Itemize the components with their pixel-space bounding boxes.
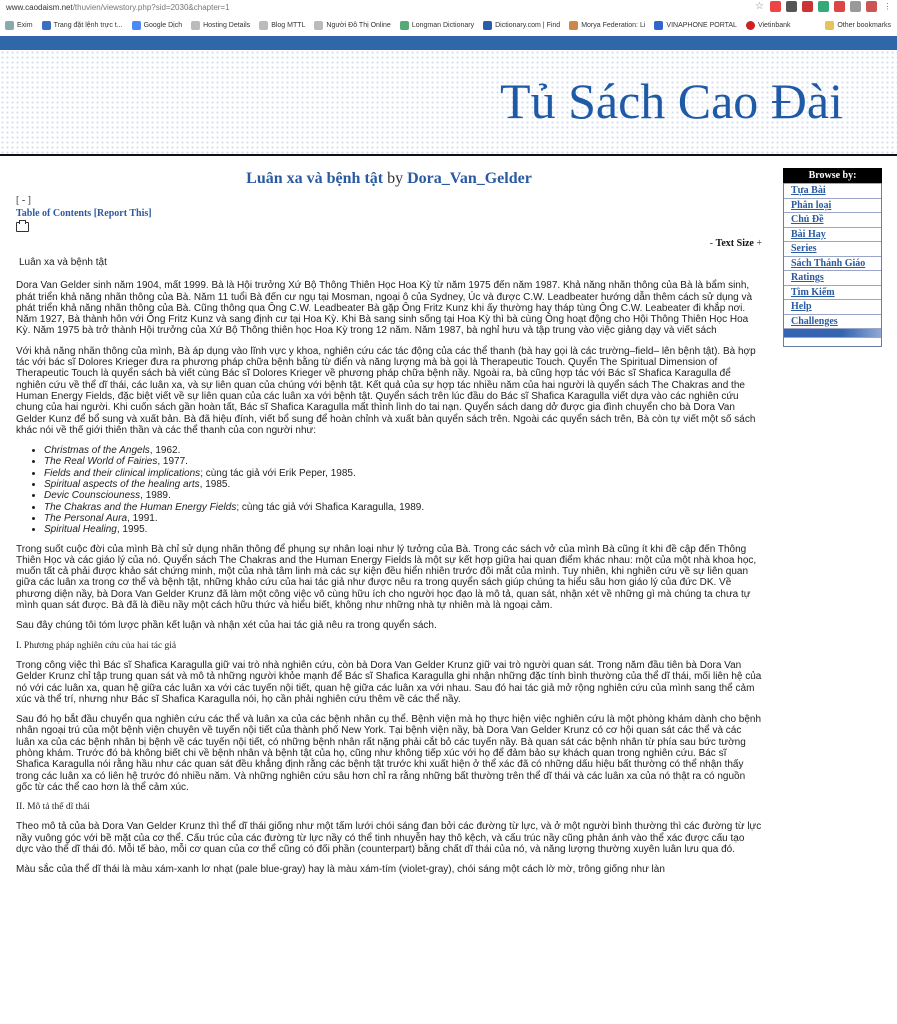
folder-icon [825,21,834,30]
sidebar-item-series[interactable]: Series [784,241,881,256]
content-heading: Luân xa và bệnh tật [19,257,107,268]
report-link[interactable]: [Report This] [93,208,152,219]
browse-menu [783,183,882,347]
sidebar-footer-bar [784,328,881,337]
url-text[interactable]: www.caodaism.net/thuvien/viewstory.php?sid=2030&chapter=1 [6,3,230,12]
bookmark-item[interactable]: Blog MTTL [259,21,305,30]
story-title-link[interactable]: Luân xa và bệnh tật [246,170,384,187]
sidebar-item-sach-thanh-giao[interactable]: Sách Thánh Giáo [784,256,881,271]
story-body [16,257,762,876]
sidebar-item-phan-loai[interactable]: Phân loại [784,198,881,213]
extension-icon[interactable] [770,1,781,12]
bookmark-icon [400,21,409,30]
list-item: • The Chakras and the Human Energy Fields; cùng tác giả với Shafica Karagulla, 1989. [44,502,762,513]
bookmark-icon [314,21,323,30]
story-links [16,194,762,236]
sidebar-item-bai-hay[interactable]: Bài Hay [784,227,881,242]
extension-icon[interactable] [834,1,845,12]
browse-header: Browse by: [783,168,882,183]
sidebar-item-tua-bai[interactable]: Tựa Bài [784,183,881,198]
bookmark-item[interactable]: Vietinbank [746,21,791,30]
bookmark-icon [654,21,663,30]
by-label: by [387,170,404,187]
site-banner [0,50,897,156]
collapse-toggle[interactable]: [ - ] [16,195,31,206]
bookmark-item[interactable]: Người Đô Thị Online [314,21,390,30]
menu-icon[interactable]: ⋮ [883,2,892,11]
text-size-control [16,238,762,249]
paragraph: Theo mô tả của bà Dora Van Gelder Krunz thì thể dĩ thái giống như một tấm lưới chói sáng đan bởi các đường từ lực, và ở một người bình thường thì các đường từ lực nầy vuông góc với bề mặt của cơ thể. Cấu trúc của các đường từ lực nầy có thể tinh nhuyễn hay thô kệch, và cấu trúc nầy cũng phản ánh vào thể xác được cấu tạo dực vào thể dĩ thái đó. Mỗi tế bào, mỗi cơ quan của cơ thể cũng có đối phần (counterpart) bằng chất dĩ thái của nó, và năng lượng thường xuyên luân lưu qua đó. [16,821,762,856]
bookmark-item[interactable]: Morya Federation: Li [569,21,645,30]
bookmark-item[interactable]: Dictionary.com | Find [483,21,560,30]
paragraph: Dora Van Gelder sinh năm 1904, mất 1999. Bà là Hội trưởng Xứ Bộ Thông Thiên Học Hoa Kỳ từ năm 1975 đến năm 1987. Khả năng nhãn thông của Bà là bẩm sinh, phát triển khả năng nhãn thông của Bà. Năm 11 tuổi Bà đến cư ngụ tại Mosman, ngoại ô của Sydney, Úc và được C.W. Leadbeater hướng dẫn thêm cách sử dụng và phát triển khả năng nhãn thông của Bà. Cũng thông qua Ông C.W. Leadbeater Bà gặp Ông Fritz Kunz khi ấy thường hay tháp tùng Ông C.W. Leabeater đi khắp nơi. Năm 1927, Bà thành hôn với Ông Fritz Kunz và sang định cư tại Hoa Kỳ. Khi Bà sang sinh sống tại Hoa Kỳ thì bà cùng Ông hoạt động cho Hội Thông Thiên Học Hoa Kỳ. Năm 1975 bà trở thành Hội trưởng của Xứ Bộ Thông thiên học Hoa Kỳ trong 12 năm. Năm 1987, bà nghỉ hưu và tập trung vào việc giảng dạy và viết sách [16,280,753,337]
list-item: • The Personal Aura, 1991. [44,513,762,524]
list-item: • Christmas of the Angels, 1962. [44,445,762,456]
paragraph: Trong công việc thì Bác sĩ Shafica Karagulla giữ vai trò nhà nghiên cứu, còn bà Dora Van Gelder Krunz giữ vai trò người quan sát. Trong năm đầu tiên bà Dora Van Gelder Krunz chỉ tập trung quan sát và mô tả những người khỏe mạnh để Bác sĩ Shafica Karagulla ghi nhận những đặc tính bình thường của thể dĩ thái, mối liên hệ của nó với các luân xa, quan hệ giữa các luân xa với các tuyến nội tiết, quan hệ giữa các luân xa với nhau. Sau đó hai tác giả mở rộng nghiên cứu của mình sang thể cảm xúc và thể trí, nhưng như Bác sĩ Shafica Karagulla nói, họ cần phải nghiên cứu thêm về các thể nầy. [16,659,762,705]
text-size-label: Text Size [715,238,754,249]
bookmark-icon [746,21,755,30]
sidebar-item-ratings[interactable]: Ratings [784,270,881,285]
bookmark-icon [483,21,492,30]
list-item: • Spiritual aspects of the healing arts, 1985. [44,479,762,490]
bookmark-item[interactable]: Hosting Details [191,21,250,30]
bookmark-item[interactable]: Trang đặt lệnh trực t... [42,21,123,30]
list-item: • Devic Counsciouness, 1989. [44,490,762,501]
text-size-increase[interactable]: + [756,238,762,249]
sidebar-item-challenges[interactable]: Challenges [784,314,881,329]
bookmark-icon [42,21,51,30]
list-item: • Spiritual Healing, 1995. [44,524,762,535]
star-icon[interactable]: ☆ [755,1,764,12]
sidebar-item-help[interactable]: Help [784,299,881,314]
top-nav-bar [0,36,897,50]
book-list [16,445,762,535]
bookmark-item[interactable]: Google Dịch [132,21,183,30]
bookmark-icon [569,21,578,30]
site-title: Tủ Sách Cao Đài [500,73,843,129]
extension-icon[interactable] [866,1,877,12]
address-bar[interactable] [0,0,897,15]
extension-icon[interactable] [818,1,829,12]
printer-icon[interactable] [16,222,29,232]
list-item: • Fields and their clinical implications; cùng tác giả với Erik Peper, 1985. [44,468,762,479]
bookmark-icon [191,21,200,30]
author-link[interactable]: Dora_Van_Gelder [407,170,532,187]
paragraph: Sau đó họ bắt đầu chuyển qua nghiên cứu các thể và luân xa của các bệnh nhân cụ thể. Bệnh viện mà họ thực hiện việc nghiên cứu là một phòng khám dành cho bệnh nhân ngoại trú của một bệnh viện chuyên về tuyến nội tiết của thành phố New York. Tại bệnh viện nầy, bà Dora Van Gelder Krunz có cơ hội quan sát các thể và các luân xa của các bệnh nhân bị bệnh về các tuyến nội tiết, có những bệnh nhân rất nặng phải cắt bỏ các tuyến nầy. Bà quan sát các bệnh nhân từ phía sau bức tường phòng khám. Trước đó bà không biết chi về bệnh nhân và bệnh tật của họ, cũng như không tiếp xúc với họ để đảm bảo sự khách quan trong nghiên cứu. Bác sĩ Shafica Karagulla nói rằng hầu như các quan sát đều khẳng định rằng các bệnh tật trước khi xuất hiện ở thể xác đã có những dấu hiệu bất thường có thể nhận thấy trong các luân xa có liên hệ trước đó nhiều năm. Và những nghiên cứu sâu hơn chỉ ra rằng những bất thường trên thể dĩ thái và các luân xa của nó thật ra có nguồn gốc từ các thể cao hơn là thể cảm xúc. [16,714,762,793]
other-bookmarks[interactable]: Other bookmarks [825,21,891,30]
browser-chrome [0,0,897,37]
paragraph: Trong suốt cuộc đời của mình Bà chỉ sử dụng nhãn thông để phụng sự nhân loại như lý tưởng của Bà. Trong các sách vở của mình Bà cũng ít khi đề cập đến Thông Thiên Học và các giáo lý của nó. Quyển sách The Chakras and the Human Energy Fields là một sự kết hợp giữa hai quan điểm khác nhau: một của một nhà khoa học, muốn tất cả phải được khảo sát chứng minh, một của nhà tâm linh mà các sự kiện đều hiển nhiên trước đôi mắt của mình. Tuy nhiên, khi nghiên cứu về sự liên quan giữa các luân xa trong cơ thể và bệnh tật, những khảo cứu của hai tác giả như được nêu ra trong quyển sách giúp chúng ta hiểu sâu hơn giáo lý của đức DK. Về phương diện nầy, bà Dora Van Gelder Krunz đã làm một công việc vô cùng hữu ích cho người học đạo là mô tả, quan sát, nhận xét về những gì mà chúng ta chưa tự mình quan sát được. Bà đã là điều nầy một cách hữu thức và hiểu biết, không như những nhà tự nhiên mà là ngoại cảm. [16,543,757,612]
extension-icon[interactable] [786,1,797,12]
sidebar-item-tim-kiem[interactable]: Tìm Kiếm [784,285,881,300]
paragraph: Màu sắc của thể dĩ thái là màu xám-xanh lơ nhạt (pale blue-gray) hay là màu xám-tím (violet-gray), chói sáng một cách lờ mờ, trông giống như làn [16,864,665,876]
section-heading: I. Phương pháp nghiên cứu của hai tác giả [16,640,177,651]
story-title [16,170,762,188]
browse-sidebar [783,168,882,347]
bookmark-icon [259,21,268,30]
bookmark-icon [5,21,14,30]
section-heading: II. Mô tả thể dĩ thái [16,802,90,813]
bookmark-icon [132,21,141,30]
text-size-decrease[interactable]: - [709,238,714,249]
list-item: • The Real World of Fairies, 1977. [44,456,762,467]
bookmark-item[interactable]: Exim [5,21,33,30]
story-content [16,158,762,885]
extension-icon[interactable] [802,1,813,12]
bookmark-item[interactable]: Longman Dictionary [400,21,474,30]
extension-icons [754,1,893,12]
toc-link[interactable]: Table of Contents [16,208,92,219]
extension-icon[interactable] [850,1,861,12]
bookmarks-bar [0,17,897,33]
bookmark-item[interactable]: VINAPHONE PORTAL [654,21,737,30]
paragraph: Với khả năng nhãn thông của mình, Bà áp dụng vào lĩnh vực y khoa, nghiên cứu các tác động của các thể thanh (bà hay gọi là các trường–field– lên bệnh tật). Bà hợp tác với bác sĩ Dolores Krieger đưa ra phương pháp chữa bệnh bằng từ điển và năng lượng mà bà gọi là Therapeutic Touch. Quyển The Spiritual Dimension of Therapeutic Touch là quyển sách bà viết cùng Bác sĩ Dolores Krieger về phương pháp chữa bệnh nầy. Ngoài ra, bà cũng hợp tác với Bác sĩ Shafica Karagulla để nghiên cứu về thể dĩ thái, các luân xa, và sự liên quan của chúng với bệnh tật. Kết quả của sự hợp tác nhiều năm của hai người là quyển sách The Chakras and the Human Energy Fields, đặc biệt viết về sự liên quan của các luân xa với bệnh tật. Quyển sách trên lúc đầu do Bác sĩ Shafica Karagulla viết dựa vào các nghiên cứu chung của hai người. Khi cuốn sách gần hoàn tất, Bác sĩ Shafica Karagulla mất thình lình do tai nạn. Quyển sách dang dở được gia đình chuyển cho bà Dora Van Gelder Kunz để bổ sung và xuất bản. Bà đã hiệu đính, viết bổ sung để hoàn chỉnh và xuất bản quyển sách trên. Ngoài các quyển sách trên, Bà còn tự viết một số sách khác nói về thế giới thiên thần và các thể thanh của con người như: [16,345,756,436]
sidebar-item-chu-de[interactable]: Chủ Đề [784,212,881,227]
paragraph: Sau đây chúng tôi tóm lược phần kết luận và nhận xét của hai tác giả nêu ra trong quyển sách. [16,620,437,632]
sidebar-footer [784,337,881,346]
